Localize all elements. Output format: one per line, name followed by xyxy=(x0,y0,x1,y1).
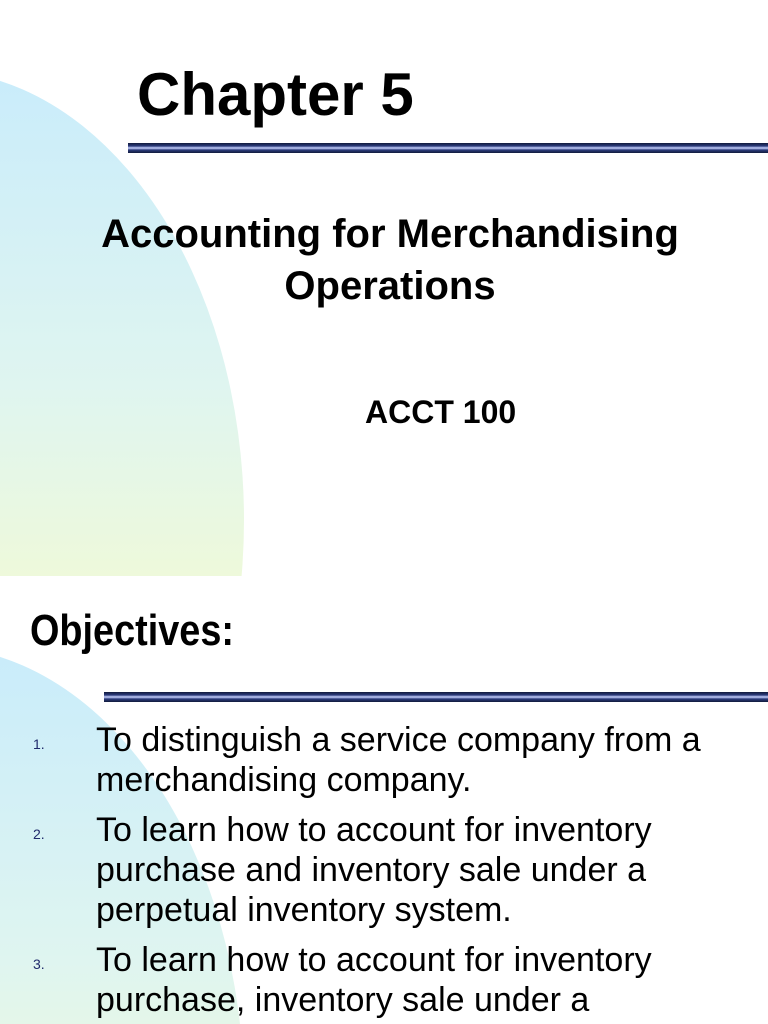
list-text: To distinguish a service company from a merchandising company. xyxy=(96,721,701,799)
objectives-list xyxy=(0,720,768,1024)
heading-rule xyxy=(104,692,768,702)
list-item xyxy=(0,940,768,1020)
subtitle-line-1: Accounting for Merchandising xyxy=(101,212,679,256)
objectives-slide xyxy=(0,576,768,1024)
subtitle-line-2: Operations xyxy=(284,264,496,308)
list-number: 3. xyxy=(33,956,45,972)
title-rule xyxy=(128,143,768,153)
list-text: To learn how to account for inventory purchase and inventory sale under a perpetual inventory system. xyxy=(96,811,652,929)
list-number: 1. xyxy=(33,736,45,752)
list-item xyxy=(0,720,768,800)
course-code: ACCT 100 xyxy=(365,394,517,430)
objectives-heading: Objectives: xyxy=(30,606,235,655)
list-number: 2. xyxy=(33,826,45,842)
chapter-title: Chapter 5 xyxy=(137,61,414,128)
slide-subtitle xyxy=(20,208,760,312)
list-text: To learn how to account for inventory purchase, inventory sale under a xyxy=(96,941,652,1019)
list-item xyxy=(0,810,768,930)
